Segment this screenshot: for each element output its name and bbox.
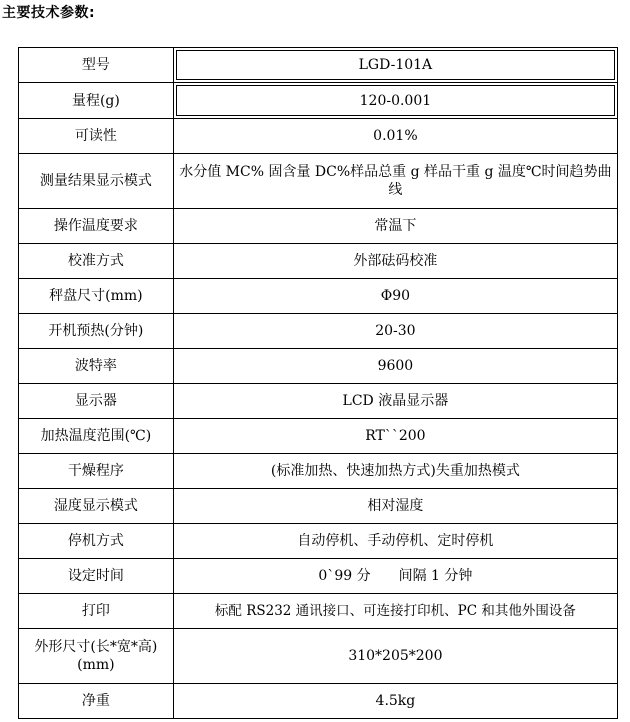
spec-value: 水分值 MC% 固含量 DC%样品总重 g 样品干重 g 温度℃时间趋势曲线 xyxy=(173,154,617,209)
spec-label: 净重 xyxy=(19,684,174,719)
spec-label: 设定时间 xyxy=(19,559,174,594)
spec-row-net-weight xyxy=(19,684,618,719)
spec-label: 型号 xyxy=(19,48,174,83)
spec-value: 4.5kg xyxy=(173,684,617,719)
spec-label: 停机方式 xyxy=(19,524,174,559)
spec-row-humidity-mode xyxy=(19,489,618,524)
spec-row-display xyxy=(19,384,618,419)
spec-value: (标准加热、快速加热方式)失重加热模式 xyxy=(173,454,617,489)
spec-value: LGD-101A xyxy=(173,48,617,83)
spec-value: LCD 液晶显示器 xyxy=(173,384,617,419)
spec-value: 自动停机、手动停机、定时停机 xyxy=(173,524,617,559)
spec-label: 校准方式 xyxy=(19,244,174,279)
spec-value: 9600 xyxy=(173,349,617,384)
spec-label: 量程(g) xyxy=(19,83,174,119)
spec-row-print xyxy=(19,594,618,629)
spec-row-pan-size xyxy=(19,279,618,314)
spec-table xyxy=(18,47,618,719)
spec-label: 显示器 xyxy=(19,384,174,419)
spec-row-warmup xyxy=(19,314,618,349)
spec-value: 0`99 分 间隔 1 分钟 xyxy=(173,559,617,594)
spec-row-heating-range xyxy=(19,419,618,454)
spec-value: RT``200 xyxy=(173,419,617,454)
spec-label: 开机预热(分钟) xyxy=(19,314,174,349)
spec-row-set-time xyxy=(19,559,618,594)
spec-label: 外形尺寸(长*宽*高)(mm) xyxy=(19,629,174,684)
spec-value: 常温下 xyxy=(173,209,617,244)
spec-row-readability xyxy=(19,119,618,154)
spec-value: 310*205*200 xyxy=(173,629,617,684)
spec-row-shutdown xyxy=(19,524,618,559)
spec-label: 波特率 xyxy=(19,349,174,384)
spec-label: 加热温度范围(℃) xyxy=(19,419,174,454)
spec-label: 湿度显示模式 xyxy=(19,489,174,524)
spec-row-range xyxy=(19,83,618,119)
spec-row-drying-program xyxy=(19,454,618,489)
spec-label: 干燥程序 xyxy=(19,454,174,489)
spec-row-operating-temp xyxy=(19,209,618,244)
spec-label: 操作温度要求 xyxy=(19,209,174,244)
spec-value: 120-0.001 xyxy=(173,83,617,119)
spec-label: 测量结果显示模式 xyxy=(19,154,174,209)
spec-value: Φ90 xyxy=(173,279,617,314)
spec-value: 外部砝码校准 xyxy=(173,244,617,279)
spec-row-baud-rate xyxy=(19,349,618,384)
spec-value: 20-30 xyxy=(173,314,617,349)
spec-row-calibration xyxy=(19,244,618,279)
spec-label: 可读性 xyxy=(19,119,174,154)
spec-row-display-mode xyxy=(19,154,618,209)
spec-value: 相对湿度 xyxy=(173,489,617,524)
spec-row-model xyxy=(19,48,618,83)
spec-value: 标配 RS232 通讯接口、可连接打印机、PC 和其他外围设备 xyxy=(173,594,617,629)
spec-label: 秤盘尺寸(mm) xyxy=(19,279,174,314)
spec-label: 打印 xyxy=(19,594,174,629)
spec-row-dimensions xyxy=(19,629,618,684)
page-heading: 主要技术参数: xyxy=(2,5,96,21)
spec-value: 0.01% xyxy=(173,119,617,154)
